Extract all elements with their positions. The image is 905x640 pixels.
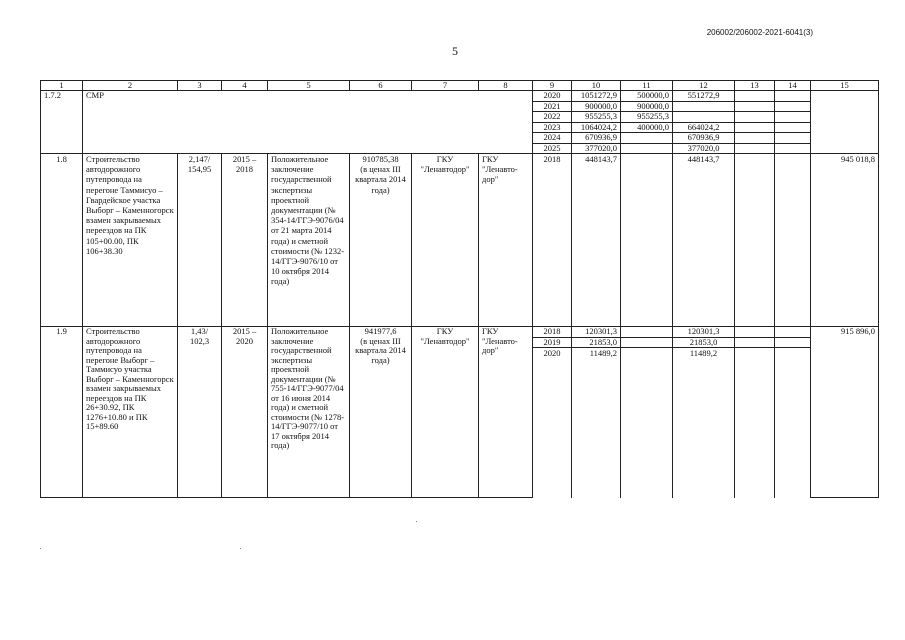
value-cell: 955255,3 [621,112,673,123]
value-cell: 1064024,2 [572,122,621,133]
expertise-cell: Положительное заключение государственной экспертизы проектной документации (№ 354-14/ГГЭ-9076/04 от 21 марта 2014 года) и сметной стоимости (№ 1232-14/ГГЭ-9076/10 от 10 октября 2014 года) [268,154,350,327]
length-cell: 2,147/ 154,95 [178,154,222,327]
empty-cell [735,101,775,112]
row-name: Строительство автодорожного путепровода на перегоне Таммисуо – Гвардейское участка Выборг – Каменногорск взамен закрываемых переездов на ПК 105+00.00, ПК 106+38.30 [83,154,178,327]
value-cell: 900000,0 [621,101,673,112]
cost-note: (в ценах III квартала 2014 года) [355,335,406,365]
value-cell: 670936,9 [572,133,621,144]
empty-cell [775,122,811,133]
value-cell: 377020,0 [572,143,621,154]
value-cell: 11489,2 [572,348,621,498]
empty-cell [775,348,811,498]
period-cell: 2015 – 2020 [222,327,268,498]
column-header: 7 [412,81,479,91]
column-header: 4 [222,81,268,91]
value-cell: 670936,9 [673,133,735,144]
column-header: 6 [350,81,412,91]
cost-value: 910785,38 [362,154,399,164]
row-number: 1.9 [41,327,83,498]
empty-cell [735,327,775,338]
value-cell: 120301,3 [673,327,735,338]
value-cell: 120301,3 [572,327,621,338]
total-cell: 915 896,0 [811,327,879,498]
column-header: 15 [811,81,879,91]
year-cell: 2018 [533,154,572,327]
value-cell: 500000,0 [621,91,673,102]
column-header: 8 [479,81,533,91]
empty-cell [775,112,811,123]
value-cell [673,101,735,112]
column-header: 3 [178,81,222,91]
year-cell: 2022 [533,112,572,123]
developer-cell: ГКУ "Ленавто-дор" [479,327,533,498]
value-cell: 900000,0 [572,101,621,112]
empty-cell [775,133,811,144]
year-cell: 2019 [533,337,572,348]
year-cell: 2020 [533,91,572,102]
empty-cell [775,327,811,338]
row-name: СМР [83,91,533,154]
table-row [41,154,879,327]
value-cell: 448143,7 [673,154,735,327]
year-cell: 2024 [533,133,572,144]
row-number: 1.7.2 [41,91,83,154]
empty-cell [735,91,775,102]
value-cell [621,337,673,348]
total-cell: 945 018,8 [811,154,879,327]
cost-cell [350,327,412,498]
cost-note: (в ценах III квартала 2014 года) [355,164,406,195]
column-header: 13 [735,81,775,91]
page-number: 5 [452,44,458,58]
value-cell: 21853,0 [572,337,621,348]
value-cell [621,143,673,154]
empty-cell [775,91,811,102]
value-cell: 664024,2 [673,122,735,133]
empty-cell [775,337,811,348]
value-cell: 1051272,9 [572,91,621,102]
value-cell: 551272,9 [673,91,735,102]
empty-cell [735,133,775,144]
column-header: 2 [83,81,178,91]
column-header: 10 [572,81,621,91]
scan-speck [40,548,41,549]
year-cell: 2023 [533,122,572,133]
value-cell: 11489,2 [673,348,735,498]
column-header-row [41,81,879,91]
row-name: Строительство автодорожного путепровода на перегоне Выборг – Таммисуо участка Выборг – Каменногорск взамен закрываемых переездов на ПК 26+30.92, ПК 1276+10.80 и ПК 15+89.60 [83,327,178,498]
row-number: 1.8 [41,154,83,327]
scan-speck [240,548,241,549]
customer-cell: ГКУ "Ленавтодор" [412,327,479,498]
value-cell: 21853,0 [673,337,735,348]
year-cell: 2021 [533,101,572,112]
expertise-cell: Положительное заключение государственной экспертизы проектной документации (№ 755-14/ГГЭ-9077/04 от 16 июня 2014 года) и сметной стоимости (№ 1278-14/ГГЭ-9077/10 от 17 октября 2014 года) [268,327,350,498]
cost-value: 941977,6 [364,326,397,336]
column-header: 14 [775,81,811,91]
empty-cell [735,337,775,348]
empty-cell [775,154,811,327]
table-row [41,91,879,102]
column-header: 12 [673,81,735,91]
year-cell: 2020 [533,348,572,498]
column-header: 1 [41,81,83,91]
value-cell [673,112,735,123]
empty-cell [775,143,811,154]
empty-cell [735,122,775,133]
value-cell: 448143,7 [572,154,621,327]
developer-cell: ГКУ "Ленавто-дор" [479,154,533,327]
column-header: 11 [621,81,673,91]
customer-cell: ГКУ "Ленавтодор" [412,154,479,327]
document-number: 206002/206002-2021-6041(3) [706,28,813,37]
table-row [41,327,879,338]
program-table [40,80,879,498]
cost-cell [350,154,412,327]
value-cell [621,133,673,144]
empty-cell [735,143,775,154]
empty-cell [735,348,775,498]
empty-cell [775,101,811,112]
empty-cell [735,112,775,123]
value-cell [621,154,673,327]
value-cell: 377020,0 [673,143,735,154]
period-cell: 2015 – 2018 [222,154,268,327]
column-header: 9 [533,81,572,91]
column-header: 5 [268,81,350,91]
empty-cell [735,154,775,327]
scan-speck [416,521,417,522]
value-cell [621,348,673,498]
value-cell: 400000,0 [621,122,673,133]
empty-cell [811,91,879,154]
year-cell: 2018 [533,327,572,338]
value-cell: 955255,3 [572,112,621,123]
year-cell: 2025 [533,143,572,154]
length-cell: 1,43/ 102,3 [178,327,222,498]
value-cell [621,327,673,338]
